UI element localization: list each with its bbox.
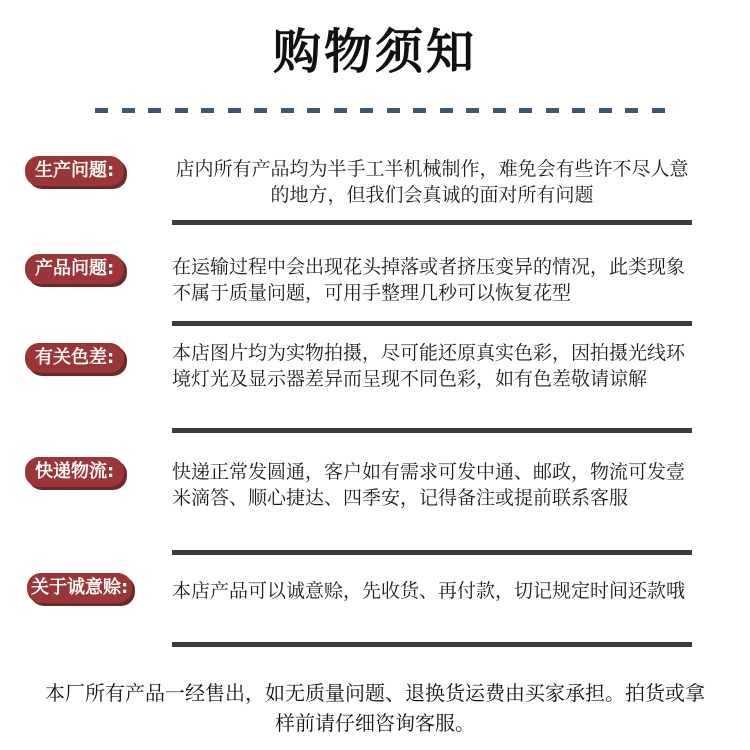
section-badge: 产品问题:	[25, 254, 124, 284]
section-badge: 生产问题:	[25, 156, 124, 186]
dashed-divider	[95, 108, 665, 113]
section-text: 在运输过程中会出现花头掉落或者挤压变异的情况，此类现象不属于质量问题，可用手整理几秒可以恢复花型	[172, 256, 686, 304]
section-text: 本店产品可以诚意赊，先收货、再付款，切记规定时间还款哦	[172, 580, 686, 602]
section-rule	[172, 220, 692, 225]
section-badge: 关于诚意赊:	[27, 573, 132, 603]
section-rule	[172, 428, 692, 433]
section-rule	[172, 550, 692, 555]
section-badge: 快递物流:	[25, 457, 124, 487]
section-text: 本店图片均为实物拍摄，尽可能还原真实色彩，因拍摄光线环境灯光及显示器差异而呈现不同色彩，如有色差敬请谅解	[172, 342, 686, 390]
section-text: 快递正常发圆通，客户如有需求可发中通、邮政，物流可发壹米滴答、顺心捷达、四季安，记得备注或提前联系客服	[172, 461, 686, 509]
page-title: 购物须知	[272, 24, 477, 80]
footer-note: 本厂所有产品一经售出，如无质量问题、退换货运费由买家承担。拍货或拿样前请仔细咨询客服。	[45, 681, 705, 735]
section-badge: 有关色差:	[25, 343, 124, 373]
section-rule	[172, 642, 692, 647]
section-text: 店内所有产品均为半手工半机械制作，难免会有些许不尽人意的地方，但我们会真诚的面对所有问题	[175, 158, 689, 206]
section-rule	[172, 321, 692, 326]
